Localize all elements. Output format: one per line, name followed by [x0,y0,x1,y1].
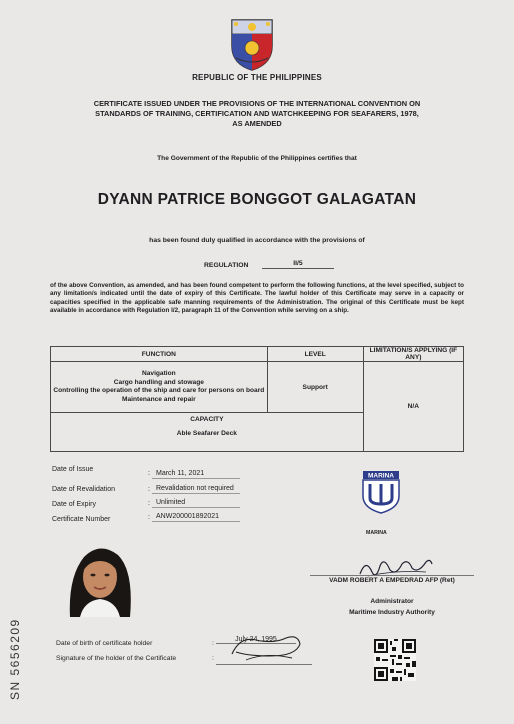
issue-date-label: Date of Issue [52,466,94,473]
republic-heading: REPUBLIC OF THE PHILIPPINES [192,73,322,82]
revalidation-value: Revalidation not required [152,485,240,494]
marina-caption: MARINA [366,530,387,536]
colon: : [148,470,150,477]
limitations-value: N/A [363,362,463,452]
level-value: Support [267,362,363,413]
function-item: Cargo handling and stowage [113,378,204,386]
holder-name: DYANN PATRICE BONGGOT GALAGATAN [97,191,417,208]
body-paragraph: of the above Convention, as amended, and has been found competent to perform the following functions, at the level specified, subject to any limitation/s indicated until the date of expiry of this Certificate. The lawful holder of this Certificate may serve in a capacity or capacities specified in the applicable safe manning requirements of the Administration. The original of this Certificate must be kept available in accordance with Regulation I/2, paragraph 11 of the Convention while serving on a ship. [50,282,464,315]
certificate-number-value: ANW200001892021 [152,513,240,522]
dob-value: July 24, 1995 [216,636,296,644]
regulation-value: II/5 [262,260,334,269]
function-item: Maintenance and repair [122,395,196,403]
colon: : [212,640,214,647]
function-item: Navigation [141,370,176,377]
holder-signature-line [216,664,312,665]
signatory-name: VADM ROBERT A EMPEDRAD AFP (Ret) [310,575,474,584]
functions-cell [51,362,268,413]
signatory-block [310,596,474,618]
certificate-number-label: Certificate Number [52,516,111,523]
holder-signature-label: Signature of the holder of the Certificate [56,655,177,662]
government-certifies-text: The Government of the Republic of the Philippines certifies that [157,155,357,162]
regulation-label: REGULATION [204,262,249,269]
level-header: LEVEL [267,347,363,362]
serial-number: SN 5656209 [8,618,22,700]
marina-logo-icon [362,470,400,514]
capacity-cell [51,413,364,452]
functions-table [50,346,464,452]
qr-code-icon [374,639,416,681]
capacity-label: CAPACITY [190,416,224,423]
marina-logo-text: MARINA [368,472,394,480]
colon: : [148,486,150,493]
philippine-seal-icon [226,14,278,72]
holder-signature-icon [226,630,306,664]
signatory-org: Maritime Industry Authority [349,609,435,616]
qualified-text: has been found duly qualified in accordance with the provisions of [149,237,365,244]
holder-photo [60,537,140,617]
dob-label: Date of birth of certificate holder [56,640,153,647]
colon: : [212,655,214,662]
function-item: Controlling the operation of the ship and care for persons on board [53,387,265,394]
function-header: FUNCTION [51,347,268,362]
signatory-title: Administrator [370,598,414,605]
certificate-title: CERTIFICATE ISSUED UNDER THE PROVISIONS OF THE INTERNATIONAL CONVENTION ON STANDARDS OF TRAINING, CERTIFICATION AND WATCHKEEPING FOR SEAFARERS, 1978, AS AMENDED [93,99,421,128]
colon: : [148,500,150,507]
capacity-value: Able Seafarer Deck [176,430,237,437]
expiry-value: Unlimited [152,499,240,508]
expiry-label: Date of Expiry [52,501,96,508]
limitations-header: LIMITATION/S APPLYING (IF ANY) [363,347,463,362]
issue-date-value: March 11, 2021 [152,470,240,479]
revalidation-label: Date of Revalidation [52,486,116,493]
colon: : [148,514,150,521]
